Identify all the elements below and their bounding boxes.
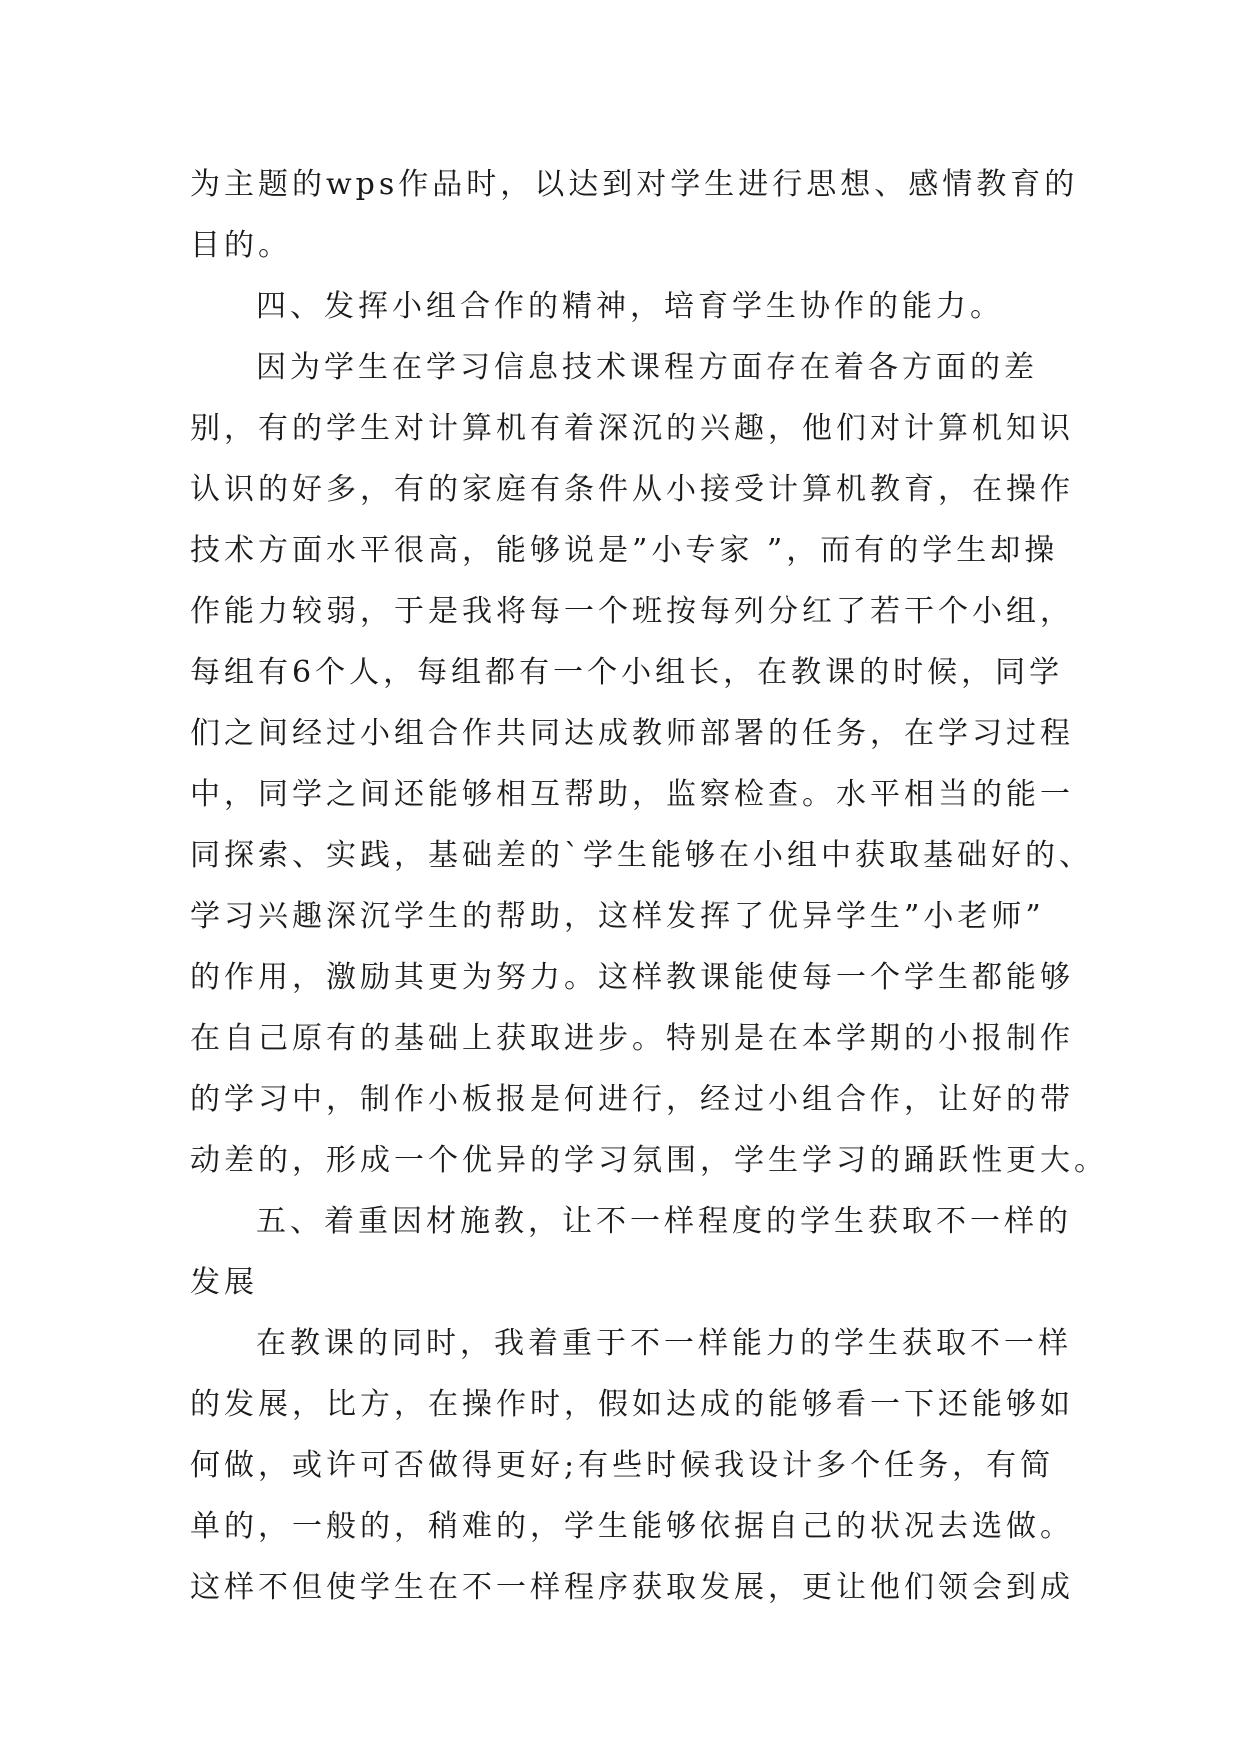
text-line: 学习兴趣深沉学生的帮助，这样发挥了优异学生”小老师” [190, 899, 1045, 934]
text-line: 动差的，形成一个优异的学习氛围，学生学习的踊跃性更大。 [190, 1143, 1108, 1178]
text-line: 认识的好多，有的家庭有条件从小接受计算机教育，在操作 [190, 472, 1074, 507]
section-heading: 五、着重因材施教，让不一样程度的学生获取不一样的 [256, 1204, 1072, 1239]
text-line: 在自己原有的基础上获取进步。特别是在本学期的小报制作 [190, 1021, 1074, 1056]
text-line: 目的。 [190, 228, 292, 263]
text-line: 每组有6个人，每组都有一个小组长，在教课的时候，同学 [190, 655, 1064, 690]
text-line: 别，有的学生对计算机有着深沉的兴趣，他们对计算机知识 [190, 411, 1074, 446]
text-line: 中，同学之间还能够相互帮助，监察检查。水平相当的能一 [190, 777, 1074, 812]
text-line: 这样不但使学生在不一样程序获取发展，更让他们领会到成 [190, 1570, 1074, 1605]
text-line: 为主题的wps作品时，以达到对学生进行思想、感情教育的 [190, 167, 1079, 202]
text-line: 在教课的同时，我着重于不一样能力的学生获取不一样 [256, 1326, 1072, 1361]
document-body [190, 154, 1108, 1618]
text-line: 单的，一般的，稍难的，学生能够依据自己的状况去选做。 [190, 1509, 1074, 1544]
text-line: 的发展，比方，在操作时，假如达成的能够看一下还能够如 [190, 1387, 1074, 1422]
section-heading: 发展 [190, 1265, 258, 1300]
text-line: 们之间经过小组合作共同达成教师部署的任务，在学习过程 [190, 716, 1074, 751]
text-line: 作能力较弱，于是我将每一个班按每列分红了若干个小组， [190, 594, 1074, 629]
text-line: 因为学生在学习信息技术课程方面存在着各方面的差 [256, 350, 1038, 385]
text-line: 同探索、实践，基础差的`学生能够在小组中获取基础好的、 [190, 838, 1093, 873]
text-line: 的学习中，制作小板报是何进行，经过小组合作，让好的带 [190, 1082, 1074, 1117]
text-line: 技术方面水平很高，能够说是”小专家 ”，而有的学生却操 [190, 533, 1059, 568]
text-line: 的作用，激励其更为努力。这样教课能使每一个学生都能够 [190, 960, 1074, 995]
section-heading: 四、发挥小组合作的精神，培育学生协作的能力。 [256, 289, 1004, 324]
text-line: 何做，或许可否做得更好;有些时候我设计多个任务，有简 [190, 1448, 1055, 1483]
